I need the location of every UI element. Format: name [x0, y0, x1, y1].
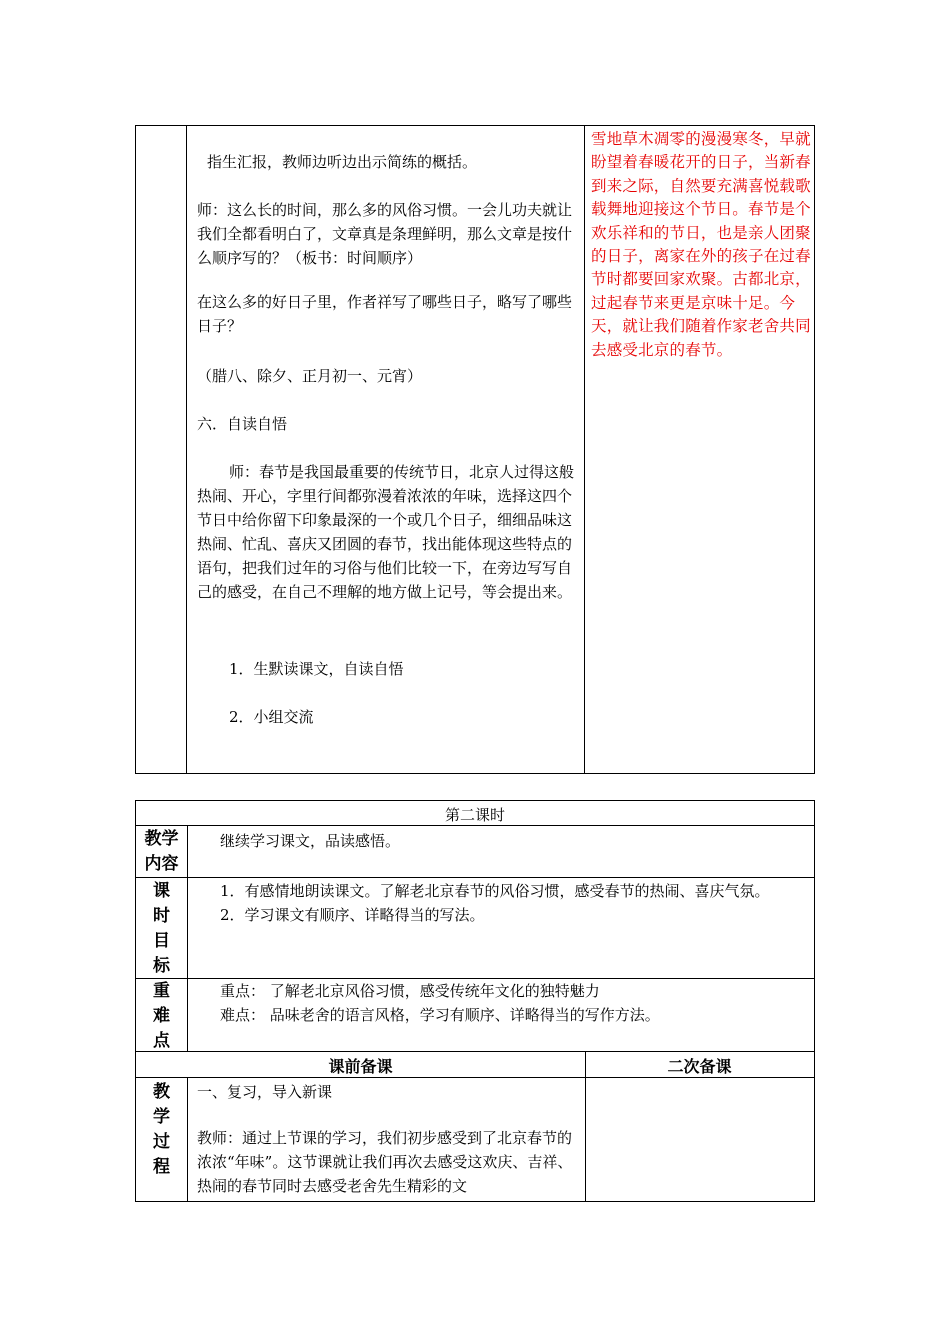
- content-text: 继续学习课文，品读感悟。: [220, 832, 401, 850]
- difficult-point: 难点： 品味老舍的语言风格，学习有顺序、详略得当的写作方法。: [220, 1006, 660, 1024]
- step-1: 1．生默读课文，自读自悟: [229, 660, 404, 678]
- label-line: 教: [153, 1082, 170, 1102]
- label-line: 标: [153, 956, 170, 976]
- row-divider: [136, 877, 814, 878]
- label-line: 内容: [144, 854, 179, 874]
- label-column: [136, 126, 187, 773]
- column-divider: [187, 1077, 188, 1201]
- step-2: 2．小组交流: [229, 708, 314, 726]
- label-line: 教学: [144, 829, 179, 849]
- section-heading-self-study: 六．自读自悟: [197, 415, 288, 433]
- label-line: 过: [153, 1132, 170, 1152]
- intro-note-red: 雪地草木凋零的漫漫寒冬，早就盼望着春暖花开的日子，当新春到来之际，自然要充满喜悦载歌载舞地迎接这个节日。春节是个欢乐祥和的节日，也是亲人团聚的日子，离家在外的孩子在过春节时都要回家欢聚。古都北京，过起春节来更是京味十足。今天，就让我们随着作家老舍共同去感受北京的春节。: [591, 130, 811, 359]
- main-column: [187, 126, 585, 773]
- label-line: 点: [153, 1031, 170, 1051]
- lesson-table-continued: [135, 125, 815, 774]
- header-pre-class-prep: 课前备课: [328, 1057, 393, 1076]
- paragraph-teacher-spring-festival: 师：春节是我国最重要的传统节日，北京人过得这般热闹、开心，字里行间都弥漫着浓浓的年味，选择这四个节日中给你留下印象最深的一个或几个日子，细细品味这热闹、忙乱、喜庆又团圆的春节，找出能体现这些特点的语句，把我们过年的习俗与他们比较一下，在旁边写写自己的感受，在自己不理解的地方做上记号，等会提出来。: [197, 463, 575, 601]
- label-line: 目: [153, 931, 170, 951]
- goal-2: 2．学习课文有顺序、详略得当的写法。: [220, 906, 485, 924]
- row-divider: [136, 1077, 814, 1078]
- label-line: 学: [153, 1107, 170, 1127]
- lesson-table-second-period: [135, 800, 815, 1202]
- row-divider: [136, 1051, 814, 1052]
- goals-label: [136, 879, 187, 979]
- process-text: 教师：通过上节课的学习，我们初步感受到了北京春节的浓浓“年味”。这节课就让我们再次去感受这欢庆、吉祥、热闹的春节同时去感受老舍先生精彩的文: [197, 1129, 573, 1195]
- header-second-prep: 二次备课: [667, 1057, 732, 1076]
- period-title: 第二课时: [444, 806, 505, 824]
- label-line: 难: [153, 1006, 170, 1026]
- paragraph-teacher-order: 师：这么长的时间，那么多的风俗习惯。一会儿功夫就让我们全都看明白了，文章真是条理鲜明，那么文章是按什么顺序写的？（板书：时间顺序）: [197, 201, 573, 267]
- paragraph-report: 指生汇报，教师边听边出示简练的概括。: [207, 153, 478, 171]
- paragraph-answer: （腊八、除夕、正月初一、元宵）: [197, 367, 423, 385]
- label-line: 课: [153, 881, 170, 901]
- process-heading: 一、复习，导入新课: [197, 1083, 333, 1101]
- process-label: [136, 1080, 187, 1180]
- row-divider: [136, 825, 814, 826]
- content-label: [136, 827, 187, 877]
- side-note-column: [585, 126, 814, 773]
- goal-1: 1．有感情地朗读课文。了解老北京春节的风俗习惯，感受春节的热闹、喜庆气氛。: [220, 882, 770, 900]
- column-divider: [187, 825, 188, 1051]
- key-points-label: [136, 979, 187, 1054]
- key-point: 重点： 了解老北京风俗习惯，感受传统年文化的独特魅力: [220, 982, 600, 1000]
- paragraph-question: 在这么多的好日子里，作者祥写了哪些日子，略写了哪些日子？: [197, 293, 573, 335]
- label-line: 重: [153, 981, 170, 1001]
- label-line: 程: [153, 1157, 170, 1177]
- label-line: 时: [153, 906, 170, 926]
